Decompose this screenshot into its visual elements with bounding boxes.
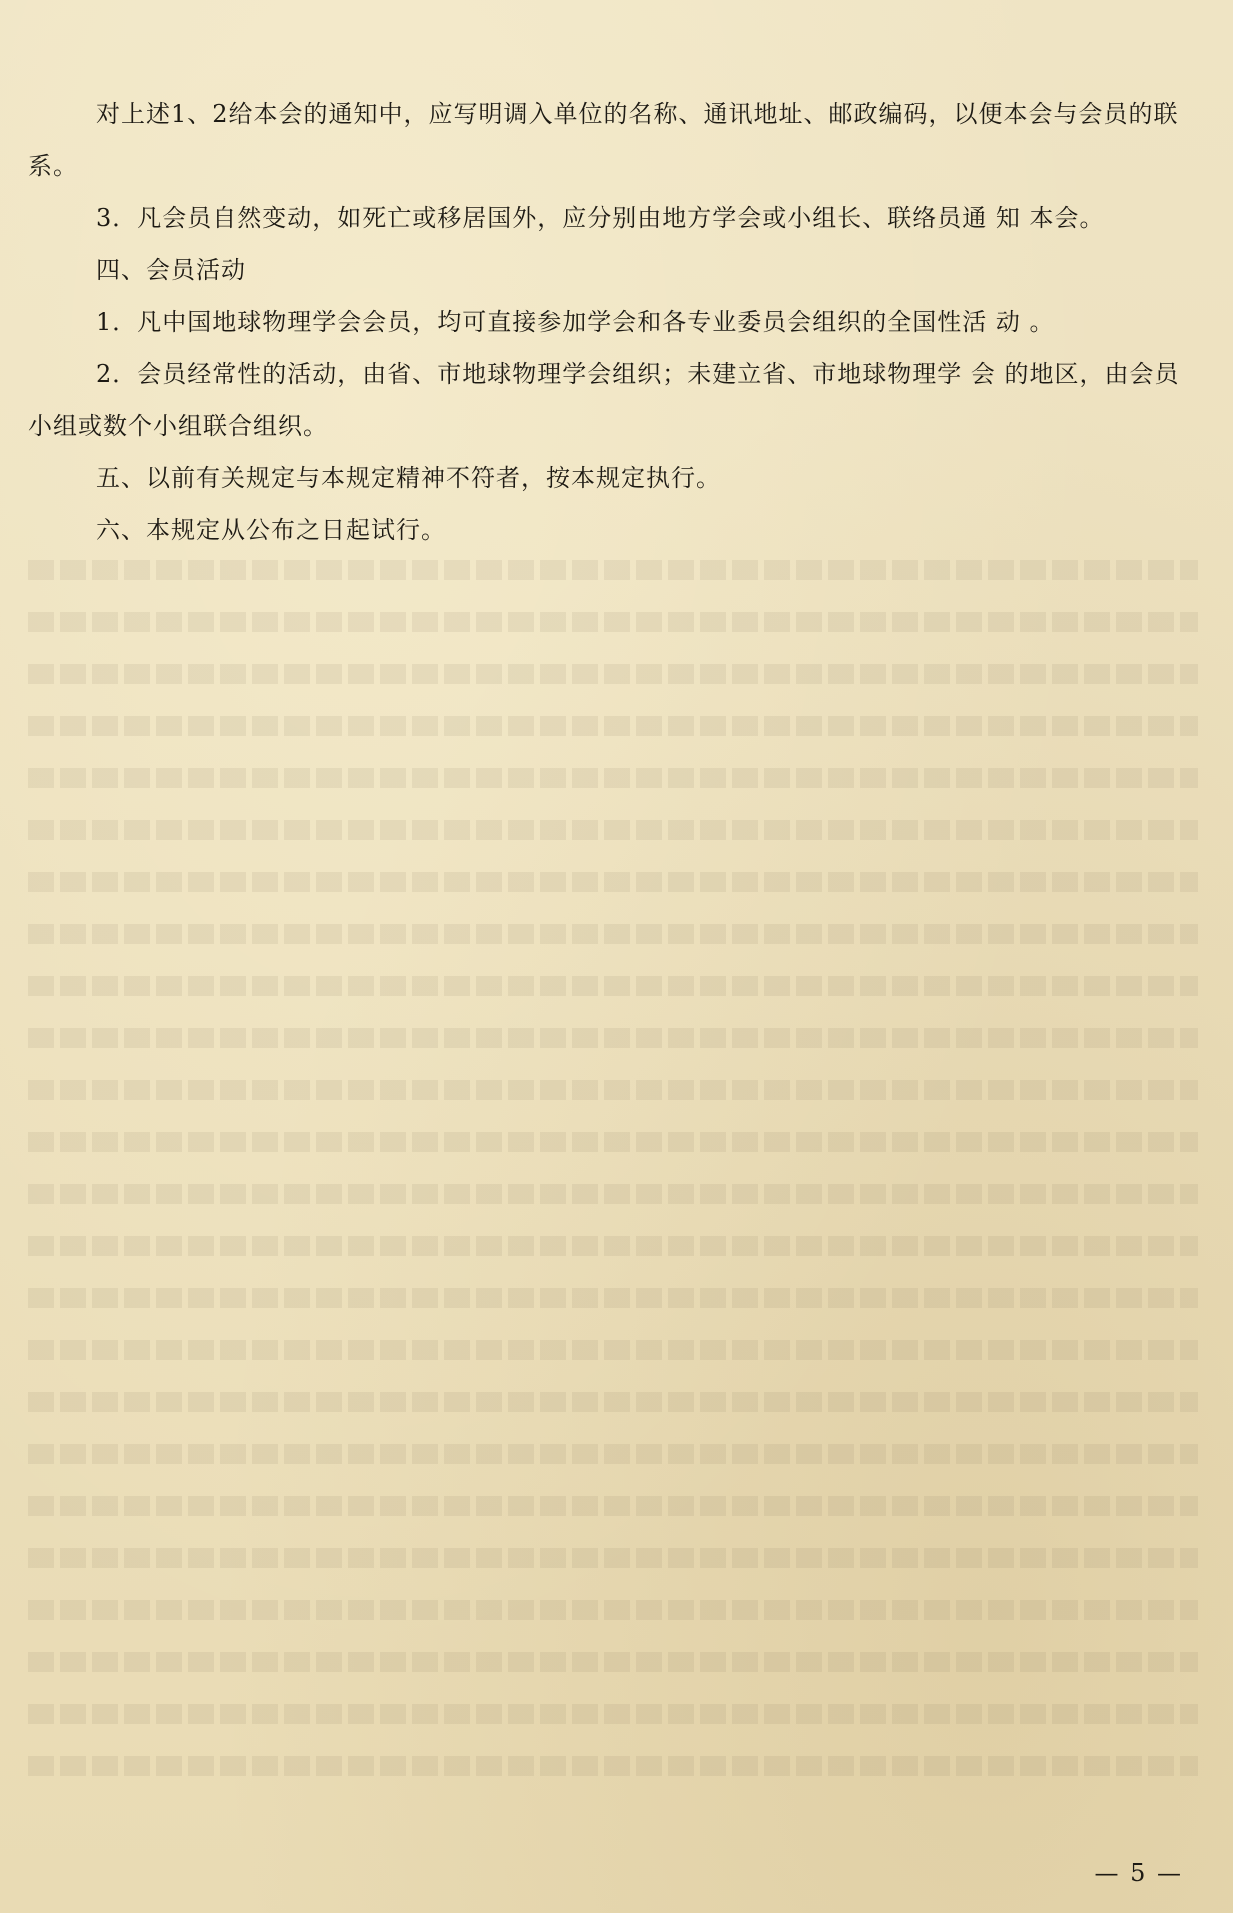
bleed-through-line xyxy=(28,612,1198,632)
bleed-through-line xyxy=(28,1496,1198,1516)
paragraph-notification-contents: 对上述1、2给本会的通知中，应写明调入单位的名称、通讯地址、邮政编码，以便本会与会员的联系。 xyxy=(28,100,1179,180)
section-heading-effective-date: 六、本规定从公布之日起试行。 xyxy=(96,516,446,544)
bleed-through-line xyxy=(28,1132,1198,1152)
section-heading-member-activities: 四、会员活动 xyxy=(96,256,246,284)
bleed-through-line xyxy=(28,872,1198,892)
bleed-through-line xyxy=(28,1652,1198,1672)
bleed-through-line xyxy=(28,1600,1198,1620)
bleed-through-line xyxy=(28,1184,1198,1204)
bleed-through-line xyxy=(28,1080,1198,1100)
bleed-through-line xyxy=(28,1548,1198,1568)
bleed-through-line xyxy=(28,1444,1198,1464)
bleed-through-line xyxy=(28,1028,1198,1048)
paragraph-national-activities: 1．凡中国地球物理学会会员，均可直接参加学会和各专业委员会组织的全国性活 动 。 xyxy=(96,308,1055,336)
bleed-through-line xyxy=(28,924,1198,944)
bleed-through-line xyxy=(28,1756,1198,1776)
bleed-through-line xyxy=(28,560,1198,580)
bleed-through-line xyxy=(28,1392,1198,1412)
bleed-through-line xyxy=(28,1288,1198,1308)
bleed-through-line xyxy=(28,664,1198,684)
body-text xyxy=(28,88,1200,556)
bleed-through-line xyxy=(28,716,1198,736)
section-heading-prior-rules: 五、以前有关规定与本规定精神不符者，按本规定执行。 xyxy=(96,464,721,492)
bleed-through-line xyxy=(28,1236,1198,1256)
paragraph-regular-activities: 2．会员经常性的活动，由省、市地球物理学会组织；未建立省、市地球物理学 会 的地区，由会员小组或数个小组联合组织。 xyxy=(28,360,1180,440)
paragraph-natural-changes: 3．凡会员自然变动，如死亡或移居国外，应分别由地方学会或小组长、联络员通 知 本会。 xyxy=(96,204,1105,232)
bleed-through-line xyxy=(28,976,1198,996)
page-number: — 5 — xyxy=(1094,1859,1183,1887)
bleed-through-line xyxy=(28,1704,1198,1724)
bleed-through-line xyxy=(28,768,1198,788)
bleed-through-line xyxy=(28,820,1198,840)
bleed-through-line xyxy=(28,1340,1198,1360)
